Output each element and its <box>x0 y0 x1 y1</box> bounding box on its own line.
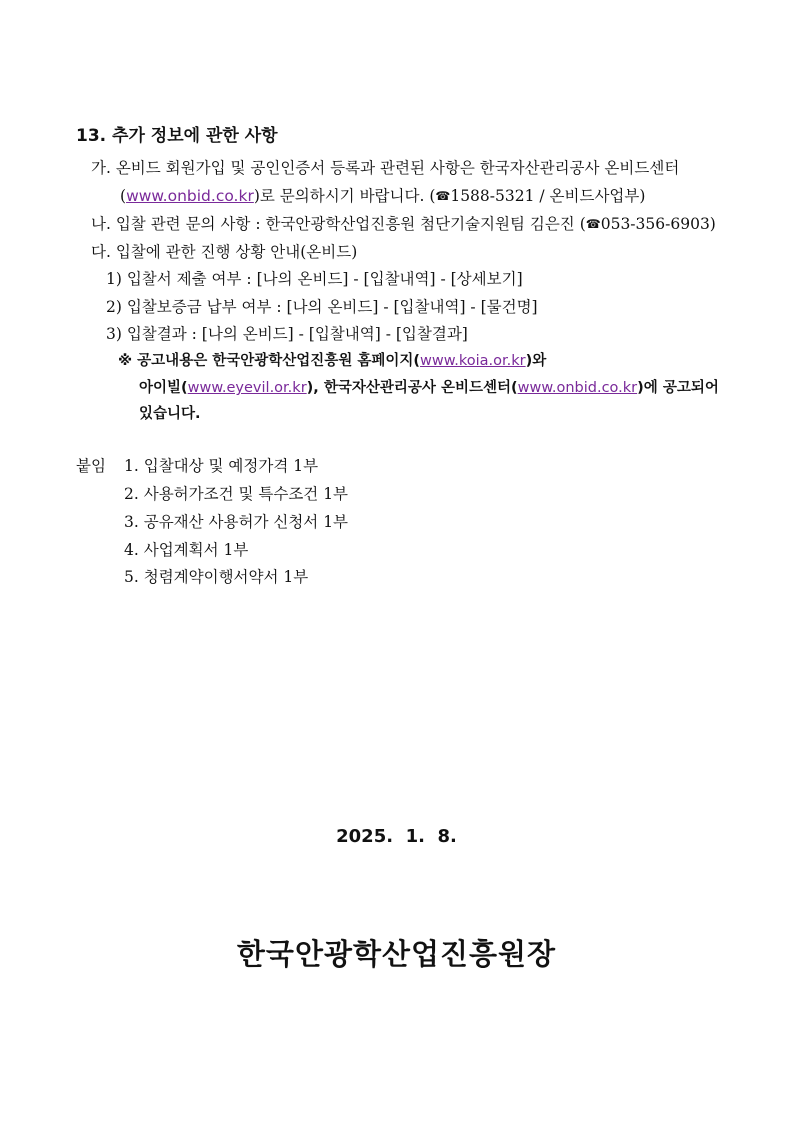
section-heading: 13. 추가 정보에 관한 사항 <box>76 126 278 146</box>
document-date: 2025. 1. 8. <box>336 826 457 847</box>
attachment-item-2: 2. 사용허가조건 및 특수조건 1부 <box>124 485 349 503</box>
notice-text-5: )에 공고되어 <box>637 380 719 396</box>
item-da: 다. 입찰에 관한 진행 상황 안내(온비드) <box>91 243 358 261</box>
eyevil-link[interactable]: www.eyevil.or.kr <box>187 380 307 396</box>
ga-open-paren: ( <box>120 187 127 205</box>
ga-phone-text: 1588-5321 / 온비드사업부) <box>450 187 646 205</box>
onbid-link[interactable]: www.onbid.co.kr <box>126 187 254 205</box>
da-subitem-3: 3) 입찰결과 : [나의 온비드] - [입찰내역] - [입찰결과] <box>106 325 468 343</box>
koia-link[interactable]: www.koia.or.kr <box>420 353 526 369</box>
onbid-link-2[interactable]: www.onbid.co.kr <box>517 380 638 396</box>
item-ga-line1: 가. 온비드 회원가입 및 공인인증서 등록과 관련된 사항은 한국자산관리공사 온비드센터 <box>91 159 680 177</box>
notice-mark: ※ <box>118 353 133 369</box>
notice-text-3: 아이빌( <box>139 380 188 396</box>
attachment-item-1: 1. 입찰대상 및 예정가격 1부 <box>124 457 319 475</box>
notice-line2 <box>139 378 719 398</box>
notice-text-1: 공고내용은 한국안광학산업진흥원 홈페이지( <box>137 353 421 369</box>
phone-icon: ☎ <box>435 189 451 203</box>
da-subitem-2: 2) 입찰보증금 납부 여부 : [나의 온비드] - [입찰내역] - [물건명] <box>106 298 538 316</box>
item-ga-line2 <box>120 186 645 206</box>
ga-text: )로 문의하시기 바랍니다. ( <box>253 187 436 205</box>
notice-line1 <box>118 351 546 371</box>
notice-text-2: )와 <box>525 353 547 369</box>
attachment-item-5: 5. 청렴계약이행서약서 1부 <box>124 568 309 586</box>
notice-text-4: ), 한국자산관리공사 온비드센터( <box>306 380 518 396</box>
attachment-item-4: 4. 사업계획서 1부 <box>124 541 249 559</box>
attachment-item-3: 3. 공유재산 사용허가 신청서 1부 <box>124 513 349 531</box>
issuer-name: 한국안광학산업진흥원장 <box>236 937 557 971</box>
na-text: 나. 입찰 관련 문의 사항 : 한국안광학산업진흥원 첨단기술지원팀 김은진 ( <box>91 215 586 233</box>
attachments-label: 붙임 <box>76 457 106 475</box>
item-na <box>91 214 716 234</box>
na-phone-text: 053-356-6903) <box>600 215 716 233</box>
notice-line3: 있습니다. <box>139 406 201 422</box>
phone-icon: ☎ <box>585 217 601 231</box>
da-subitem-1: 1) 입찰서 제출 여부 : [나의 온비드] - [입찰내역] - [상세보기] <box>106 270 523 288</box>
